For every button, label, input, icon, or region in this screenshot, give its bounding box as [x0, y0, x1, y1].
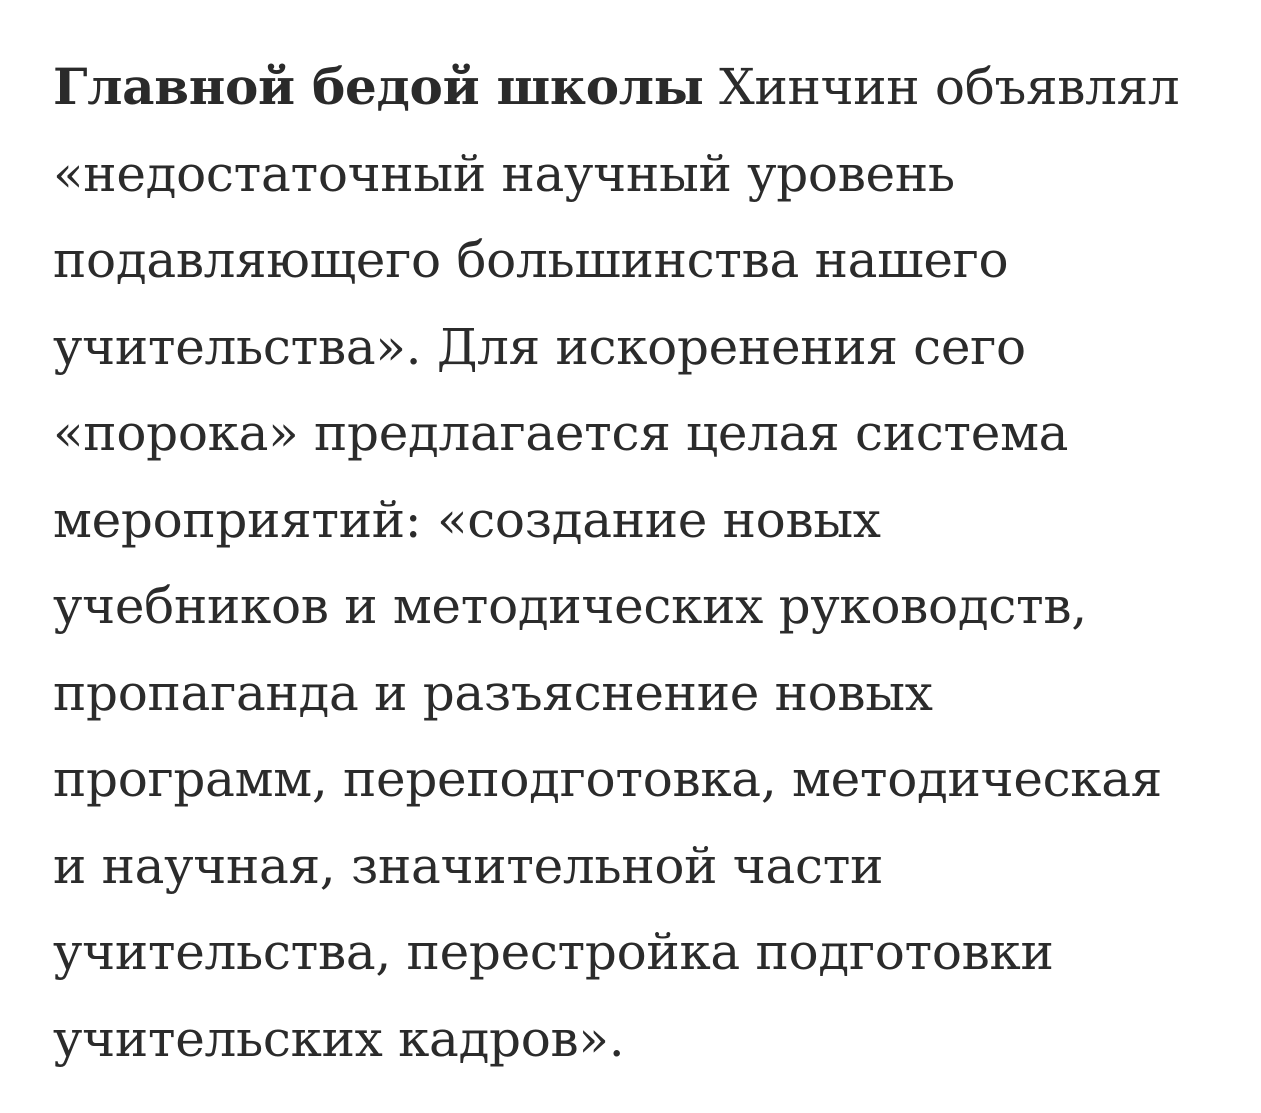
paragraph-lead-bold: Главной бедой школы [53, 57, 704, 116]
paragraph-line-1 [53, 44, 1233, 131]
paragraph-line-11: учительства, перестройка подготовки [53, 923, 1054, 981]
paragraph-line-6: мероприятий: «создание новых [53, 490, 881, 549]
paragraph-line-9: программ, переподготовка, методическая [53, 750, 1163, 808]
paragraph-line-3: подавляющего большинства нашего [53, 231, 1009, 289]
paragraph-line-5: «порока» предлагается целая система [53, 404, 1069, 462]
paragraph-line-8: пропаганда и разъяснение новых [53, 663, 933, 722]
paragraph-line-4: учительства». Для искоренения сего [53, 317, 1026, 376]
paragraph-line-7: учебников и методических руководств, [53, 577, 1087, 635]
article-paragraph [53, 44, 1233, 1082]
paragraph-line-12: учительских кадров». [53, 1009, 625, 1068]
paragraph-line-2: «недостаточный научный уровень [53, 144, 955, 203]
paragraph-line-10: и научная, значительной части [53, 836, 884, 895]
paragraph-line-1-text: Хинчин объявлял [703, 58, 1180, 116]
